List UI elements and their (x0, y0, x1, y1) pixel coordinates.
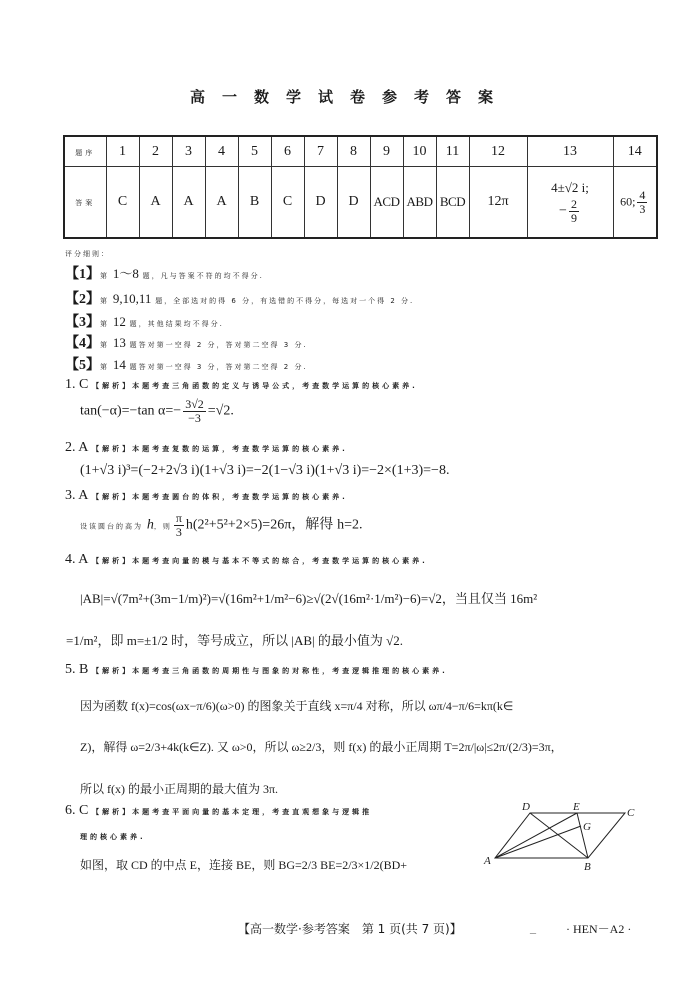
rules-heading: 评分细则： (65, 250, 110, 258)
answer-13-minus: − (559, 203, 567, 219)
table-cell: 12 (469, 136, 527, 167)
label-B: B (584, 861, 591, 873)
table-cell: 5 (238, 136, 271, 167)
solution-4-header: 4. A 【解析】本题考查向量的模与基本不等式的综合，考查数学运算的核心素养. (65, 552, 428, 567)
answer-13-cell (527, 167, 613, 239)
solution-1-formula: tan(−α)=−tan α=− $\frac{3√2}{-3}$ =√2. (80, 397, 234, 425)
table-cell: 9 (370, 136, 403, 167)
table-cell: 7 (304, 136, 337, 167)
solution-6-note2: 理的核心素养. (80, 833, 146, 841)
page-title: 高一数学试卷参考答案 (189, 88, 510, 106)
table-cell: 6 (271, 136, 304, 167)
parallelogram-figure (480, 798, 640, 878)
solution-5-line1: 因为函数 f(x)=cos(ωx−π/6)(ω>0) 的图象关于直线 x=π/4 对称，所以 ωπ/4−π/6=kπ(k∈ (80, 699, 514, 713)
table-cell: 13 (527, 136, 613, 167)
table-cell: C (106, 167, 139, 239)
table-cell: 2 (139, 136, 172, 167)
answer-14-cell (613, 167, 657, 239)
row-label-answers: 答案 (64, 167, 106, 239)
rule-item: 【5】第 14 题答对第一空得 3 分，答对第二空得 2 分. (65, 357, 308, 373)
footer-code: · HEN－A2 · (566, 922, 632, 936)
table-cell: 4 (205, 136, 238, 167)
table-cell: D (337, 167, 370, 239)
label-G: G (583, 821, 591, 833)
solution-5-line2: Z)，解得 ω=2/3+4k(k∈Z). 又 ω>0，所以 ω≥2/3，则 f(x) 的最小正周期 T=2π/|ω|≤2π/(2/3)=3π， (80, 740, 563, 754)
solution-5-line3: 所以 f(x) 的最小正周期的最大值为 3π. (80, 782, 279, 796)
label-E: E (573, 801, 580, 813)
table-cell: ACD (370, 167, 403, 239)
footer-text: 【高一数学·参考答案 第 1 页(共 7 页)】 (238, 922, 462, 936)
row-label-numbers: 题序 (64, 136, 106, 167)
rule-item: 【2】第 9,10,11 题，全部选对的得 6 分，有选错的不得分，每选对一个得 2 分. (65, 291, 415, 307)
solution-4-line1: |AB|=√(7m²+(3m−1/m)²)=√(16m²+1/m²−6)≥√(2√(16m²·1/m²)−6)=√2，当且仅当 16m² (80, 591, 538, 606)
solution-3-formula: 设该圆台的高为 h，则 $\frac{\pi}{3}$ h(2²+5²+2×5)=26π，解得 h=2. (80, 511, 363, 539)
footer-mark: _ (530, 920, 536, 934)
solution-5-header: 5. B 【解析】本题考查三角函数的周期性与图象的对称性，考查逻辑推理的核心素养. (65, 662, 448, 677)
table-row-numbers (64, 136, 657, 167)
answer-14-prefix: 60; (620, 194, 636, 209)
solution-3-fraction: $\frac{\pi}{3}$ (175, 511, 182, 539)
table-cell: 11 (436, 136, 469, 167)
label-D: D (522, 801, 530, 813)
table-cell: 3 (172, 136, 205, 167)
table-cell: D (304, 167, 337, 239)
answer-14-fraction: $\frac{4}{3}$ (639, 187, 646, 216)
solution-4-line2: =1/m²，即 m=±1/2 时，等号成立，所以 |AB| 的最小值为 √2. (66, 633, 404, 648)
table-cell: 14 (613, 136, 657, 167)
solution-2-formula: (1+√3 i)³=(−2+2√3 i)(1+√3 i)=−2(1−√3 i)(1+√3 i)=−2×(1+3)=−8. (80, 463, 450, 478)
table-cell: B (238, 167, 271, 239)
solution-3-header: 3. A 【解析】本题考查圆台的体积，考查数学运算的核心素养. (65, 488, 348, 503)
table-cell: 12π (469, 167, 527, 239)
solution-6-header: 6. C 【解析】本题考查平面向量的基本定理，考查直观想象与逻辑推 (65, 803, 373, 818)
rule-item: 【1】第 1～8 题，凡与答案不符的均不得分. (65, 266, 264, 282)
table-cell: C (271, 167, 304, 239)
table-row-answers (64, 167, 657, 239)
table-cell: A (205, 167, 238, 239)
table-cell: BCD (436, 167, 469, 239)
table-cell: 8 (337, 136, 370, 167)
segment-BD (530, 813, 588, 858)
answer-table (63, 135, 658, 239)
table-cell: 10 (403, 136, 436, 167)
label-C: C (627, 807, 635, 819)
label-A: A (484, 855, 491, 867)
table-cell: A (172, 167, 205, 239)
answer-13-line1: 4±√2 i; (551, 179, 589, 195)
solution-1-header: 1. C 【解析】本题考查三角函数的定义与诱导公式，考查数学运算的核心素养. (65, 377, 418, 392)
solution-6-line: 如图，取 CD 的中点 E，连接 BE，则 BG=2/3 BE=2/3×1/2(BD+ (80, 858, 408, 872)
solution-1-fraction: $\frac{3√2}{-3}$ (185, 397, 204, 425)
rule-item: 【4】第 13 题答对第一空得 2 分，答对第二空得 3 分. (65, 335, 308, 351)
solution-2-header: 2. A 【解析】本题考查复数的运算，考查数学运算的核心素养. (65, 440, 348, 455)
table-cell: ABD (403, 167, 436, 239)
table-cell: 1 (106, 136, 139, 167)
rule-item: 【3】第 12 题，其他结果均不得分. (65, 314, 224, 330)
answer-13-fraction: $\frac{2}{9}$ (570, 196, 577, 225)
segment-AE (495, 813, 577, 858)
table-cell: A (139, 167, 172, 239)
